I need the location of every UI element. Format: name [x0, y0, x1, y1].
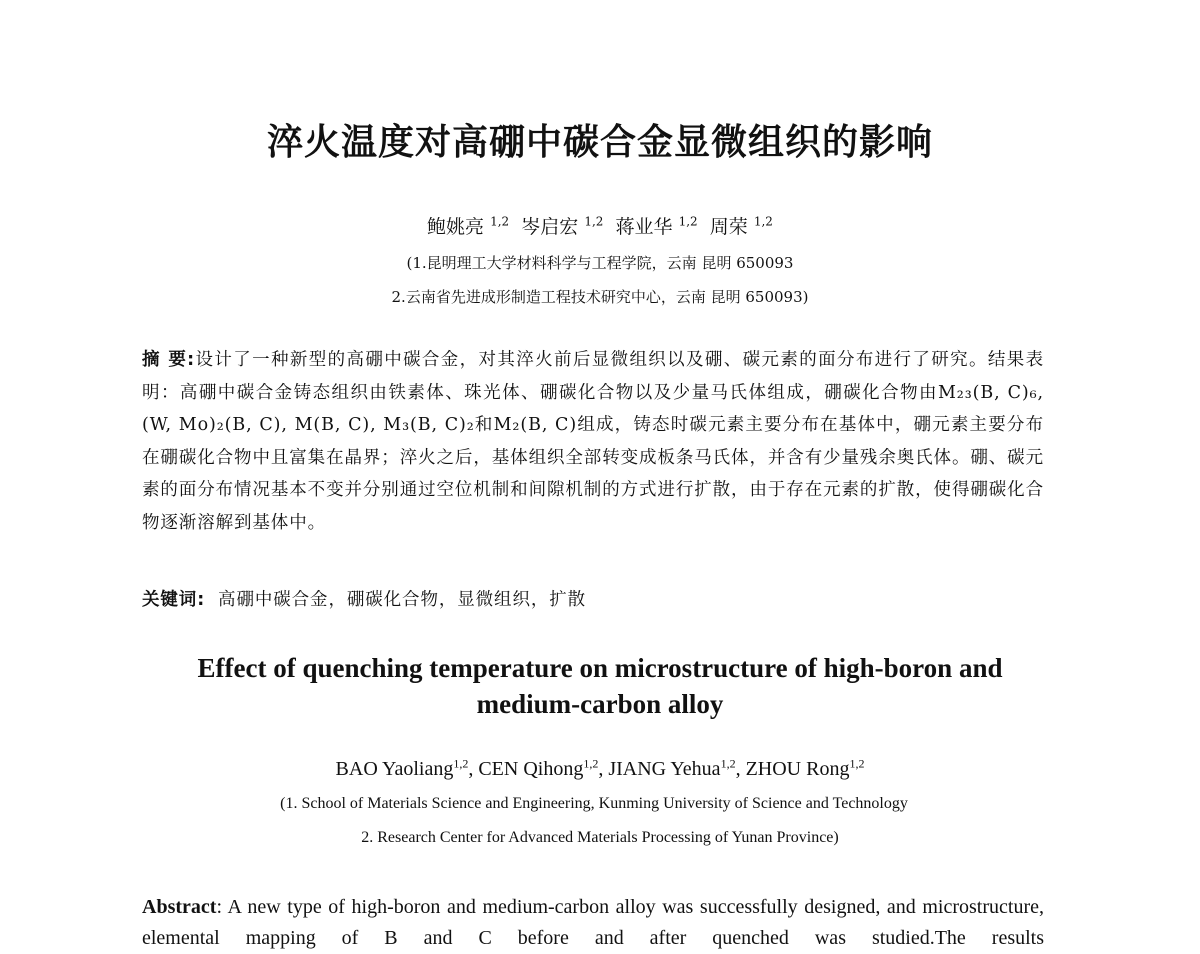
cn-author-name: 蒋业华 — [615, 216, 673, 238]
english-affiliation-2: 2. Research Center for Advanced Materials Processing of Yunan Province) — [361, 829, 839, 846]
cn-author-name: 周荣 — [709, 216, 748, 238]
en-author-name: CEN Qihong — [478, 758, 584, 780]
english-affiliation-1: (1. School of Materials Science and Engineering, Kunming University of Science and Technology — [280, 795, 908, 812]
en-author-name: JIANG Yehua — [608, 758, 721, 780]
english-title-line: Effect of quenching temperature on microstructure of high-boron and — [197, 653, 1003, 683]
english-title-line: medium-carbon alloy — [476, 689, 724, 719]
chinese-abstract-label: 摘 要: — [142, 350, 196, 370]
english-authors — [0, 758, 1200, 781]
cn-author-affiliation-mark: 1,2 — [490, 214, 510, 229]
english-title — [100, 650, 1100, 722]
chinese-abstract — [142, 344, 1044, 540]
chinese-keywords — [142, 585, 1044, 615]
en-author-affiliation-mark: 1,2 — [720, 756, 736, 771]
cn-author-affiliation-mark: 1,2 — [584, 214, 604, 229]
chinese-abstract-text: 设计了一种新型的高硼中碳合金，对其淬火前后显微组织以及硼、碳元素的面分布进行了研究。结果表明：高硼中碳合金铸态组织由铁素体、珠光体、硼碳化合物以及少量马氏体组成，硼碳化合物由M₂₃(B, C)₆, (W, Mo)₂(B, C), M(B, C), M₃(B, C)₂和M₂(B, C)组成，铸态时碳元素主要分布在基体中，硼元素主要分布在硼碳化合物中且富集在晶界；淬火之后，基体组织全部转变成板条马氏体，并含有少量残余奥氏体。硼、碳元素的面分布情况基本不变并分别通过空位机制和间隙机制的方式进行扩散，由于存在元素的扩散，使得硼碳化合物逐渐溶解到基体中。 — [142, 350, 1044, 533]
chinese-affiliation-1: (1.昆明理工大学材料科学与工程学院，云南 昆明 650093 — [406, 254, 794, 272]
chinese-affiliation-2: 2.云南省先进成形制造工程技术研究中心，云南 昆明 650093) — [391, 288, 809, 306]
cn-author-name: 岑启宏 — [521, 216, 579, 238]
chinese-keywords-label: 关键词: — [142, 590, 206, 610]
english-abstract-label: Abstract — [142, 896, 217, 918]
en-author-separator: , — [735, 758, 746, 780]
en-author-affiliation-mark: 1,2 — [453, 756, 469, 771]
en-author-name: BAO Yaoliang — [335, 758, 454, 780]
chinese-keywords-text: 高硼中碳合金，硼碳化合物，显微组织，扩散 — [218, 590, 587, 610]
cn-author-affiliation-mark: 1,2 — [753, 214, 773, 229]
english-abstract — [142, 892, 1044, 954]
cn-author-affiliation-mark: 1,2 — [678, 214, 698, 229]
en-author-affiliation-mark: 1,2 — [849, 756, 865, 771]
cn-author-name: 鲍姚亮 — [427, 216, 485, 238]
english-abstract-text: : A new type of high-boron and medium-carbon alloy was successfully designed, and microstructure, elemental mapping of B and C before and after quenched was studied.The results — [142, 896, 1044, 949]
en-author-separator: , — [598, 758, 609, 780]
en-author-name: ZHOU Rong — [745, 758, 850, 780]
chinese-title: 淬火温度对高硼中碳合金显微组织的影响 — [266, 122, 933, 163]
en-author-affiliation-mark: 1,2 — [583, 756, 599, 771]
chinese-authors — [0, 212, 1200, 239]
en-author-separator: , — [468, 758, 479, 780]
